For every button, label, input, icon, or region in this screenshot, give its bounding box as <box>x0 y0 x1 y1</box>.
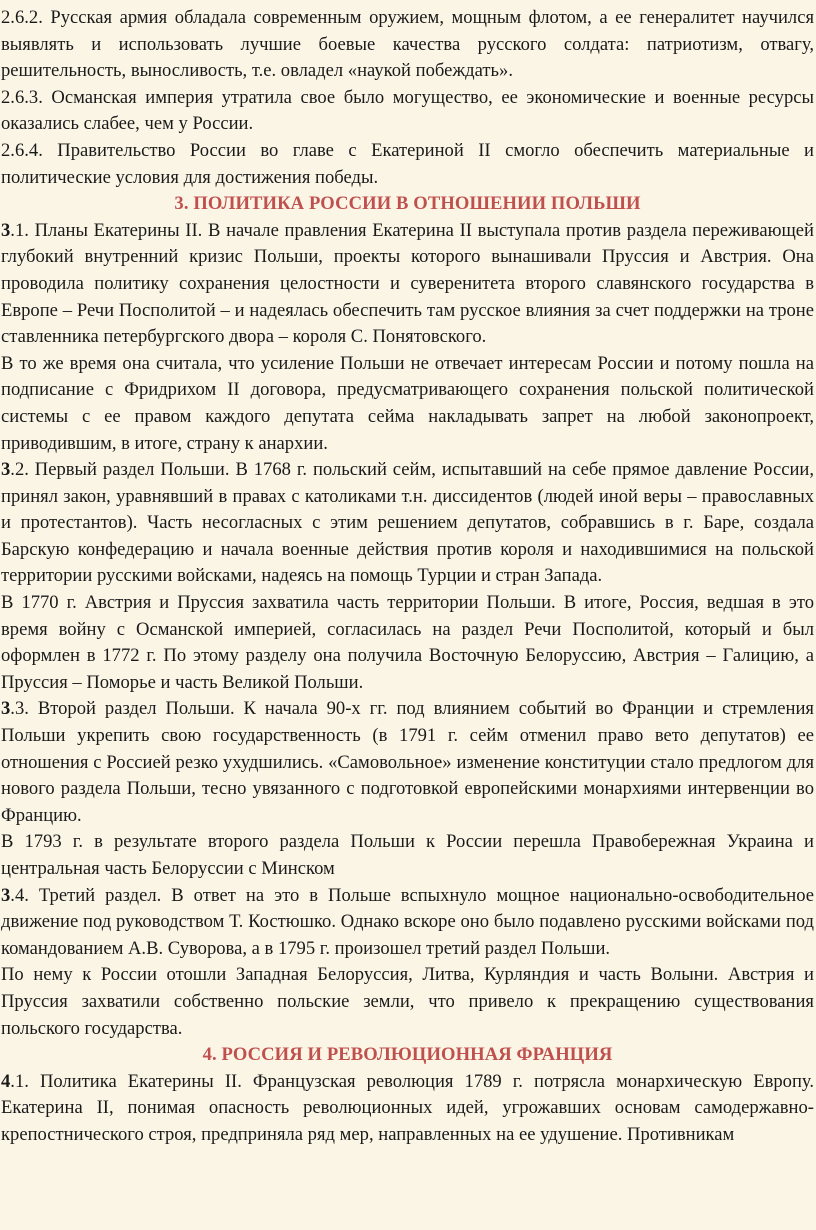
section-number: 3 <box>1 219 11 241</box>
paragraph-3-2: 3.2. Первый раздел Польши. В 1768 г. польский сейм, испытавший на себе прямое давление России, принял закон, уравнявший в правах с католиками т.н. диссидентов (людей иной веры – православных и протестантов). Часть несогласных с этим решением депутатов, собравшись в г. Баре, создала Барскую конфедерацию и начала военные действия против короля и находившимися на польской территории русскими войсками, надеясь на помощь Турции и стран Запада. <box>1 459 814 587</box>
paragraph-3-4-cont: По нему к России отошли Западная Белоруссия, Литва, Курляндия и часть Волыни. Австрия и Пруссия захватили собственно польские земли, что привело к прекращению существования польского государства. <box>1 964 814 1039</box>
paragraph-3-4: 3.4. Третий раздел. В ответ на это в Польше вспыхнуло мощное национально-освободительное движение под руководством Т. Костюшко. Однако вскоре оно было подавлено русскими войсками под командованием А.В. Суворова, а в 1795 г. произошел третий раздел Польши. <box>1 884 814 959</box>
paragraph-2-6-3: 2.6.3. Османская империя утратила свое было могущество, ее экономические и военные ресурсы оказались слабее, чем у России. <box>1 86 814 135</box>
paragraph-2-6-2: 2.6.2. Русская армия обладала современным оружием, мощным флотом, а ее генералитет научился выявлять и использовать лучшие боевые качества русского солдата: патриотизм, отвагу, решительность, выносливость, т.е. овладел «наукой побеждать». <box>1 7 814 82</box>
paragraph-3-1-cont: В то же время она считала, что усиление Польши не отвечает интересам России и потому пошла на подписание с Фридрихом II договора, предусматривающего сохранения польской политической системы с ее правом каждого депутата сейма накладывать запрет на любой законопроект, приводившим, в итоге, страну к анархии. <box>1 352 814 454</box>
paragraph-4-1: 4.1. Политика Екатерины II. Французская революция 1789 г. потрясла монархическую Европу. Екатерина II, понимая опасность революционных идей, угрожавших основам самодержавно-крепостнического строя, предприняла ряд мер, направленных на ее удушение. Противникам <box>1 1070 814 1145</box>
section-number: 3 <box>1 884 11 906</box>
paragraph-2-6-4: 2.6.4. Правительство России во главе с Екатериной II смогло обеспечить материальные и политические условия для достижения победы. <box>1 139 814 188</box>
section-number: 4 <box>1 1070 11 1092</box>
section-number: 3 <box>1 698 11 720</box>
section-heading-3: 3. ПОЛИТИКА РОССИИ В ОТНОШЕНИИ ПОЛЬШИ <box>174 193 641 215</box>
section-number: 3 <box>1 459 11 481</box>
paragraph-3-3: 3.3. Второй раздел Польши. К начала 90-х гг. под влиянием событий во Франции и стремления Польши укрепить свою государственность (в 1791 г. сейм отменил право вето депутатов) ее отношения с Россией резко ухудшились. «Самовольное» изменение конституции стало предлогом для нового раздела Польши, тесно увязанного с подготовкой европейскими монархиями интервенции во Францию. <box>1 698 814 826</box>
paragraph-3-2-cont: В 1770 г. Австрия и Пруссия захватила часть территории Польши. В итоге, Россия, ведшая в это время войну с Османской империей, согласилась на раздел Речи Посполитой, который и был оформлен в 1772 г. По этому разделу она получила Восточную Белоруссию, Австрия – Галицию, а Пруссия – Поморье и часть Великой Польши. <box>1 592 814 693</box>
section-heading-4: 4. РОССИЯ И РЕВОЛЮЦИОННАЯ ФРАНЦИЯ <box>202 1044 613 1066</box>
paragraph-3-1: 3.1. Планы Екатерины II. В начале правления Екатерина II выступала против раздела переживающей глубокий внутренний кризис Польши, проекты которого вынашивали Пруссия и Австрия. Она проводила политику сохранения целостности и суверенитета второго славянского государства в Европе – Речи Посполитой – и надеялась обеспечить там русское влияния за счет поддержки на троне ставленника петербургского двора – короля С. Понятовского. <box>1 219 814 348</box>
paragraph-3-3-cont: В 1793 г. в результате второго раздела Польши к России перешла Правобережная Украина и центральная часть Белоруссии с Минском <box>1 831 814 879</box>
